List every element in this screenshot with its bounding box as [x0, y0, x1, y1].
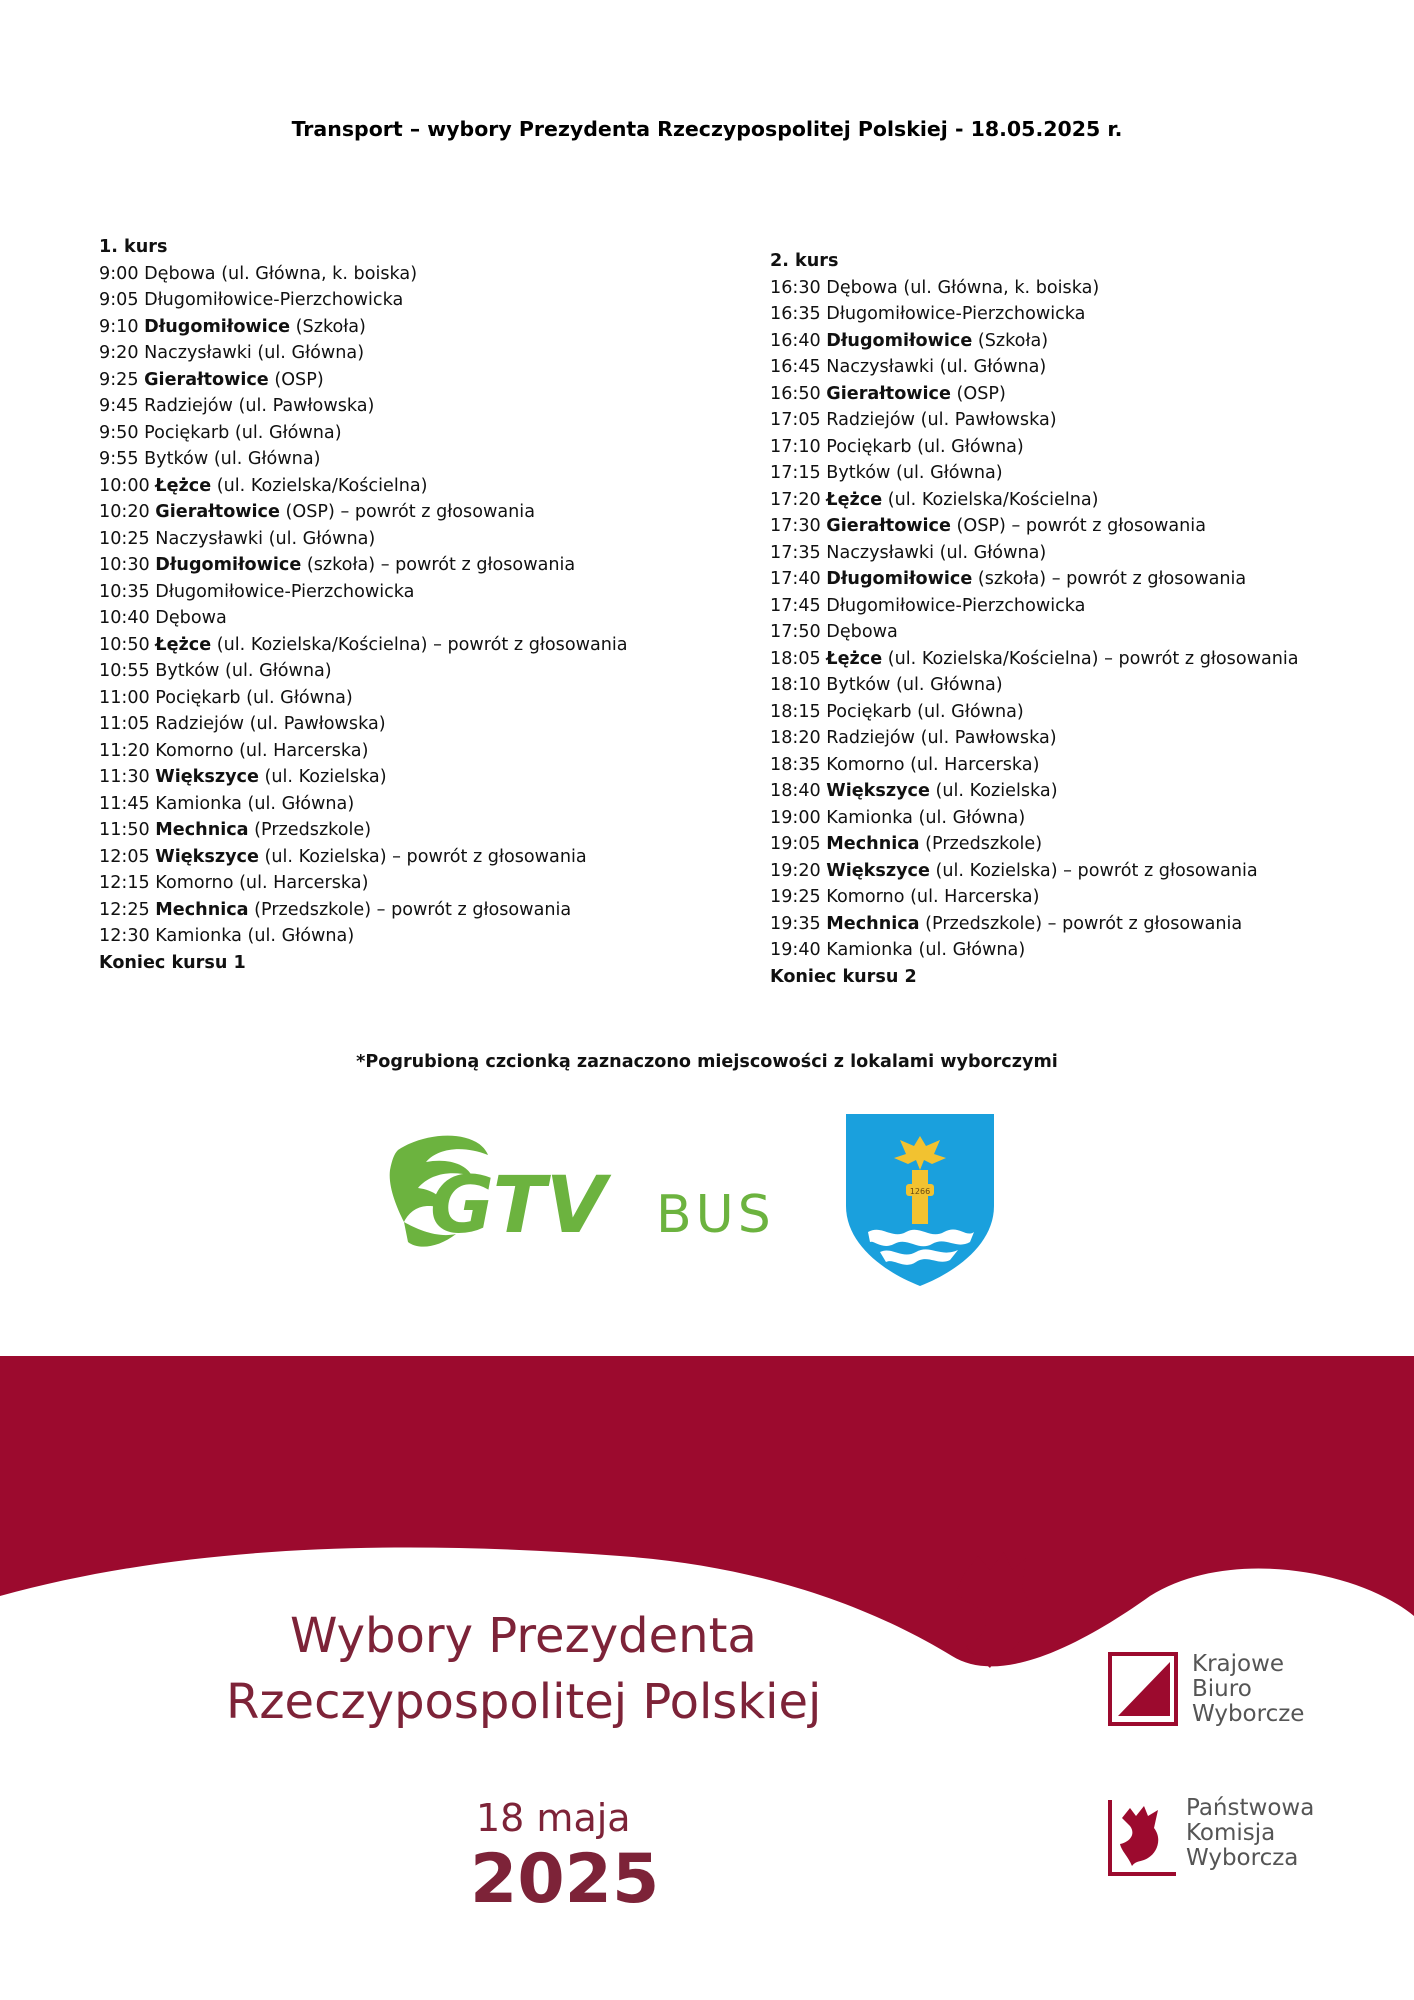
stop-detail: (ul. Harcerska) — [910, 887, 1040, 907]
schedule-row — [770, 672, 1410, 699]
schedule-row — [99, 499, 719, 526]
schedule-row — [770, 354, 1410, 381]
stop-time: 9:10 — [99, 316, 139, 337]
stop-detail: (ul. Główna, k. boiska) — [903, 277, 1100, 298]
stop-time: 9:45 — [99, 396, 139, 416]
stop-time: 16:40 — [770, 330, 821, 351]
polling-place-name: Gierałtowice — [826, 383, 951, 404]
stop-place: Kamionka — [155, 926, 242, 946]
schedule-row — [99, 605, 719, 632]
stop-place: Długomiłowice-Pierzchowicka — [826, 304, 1086, 324]
stop-time: 18:40 — [770, 781, 821, 801]
schedule-row — [99, 526, 719, 553]
stop-time: 9:25 — [99, 369, 139, 390]
polling-place-name: Większyce — [826, 781, 930, 801]
stop-place: Pociękarb — [144, 422, 230, 443]
bold-font-footnote: *Pogrubioną czcionką zaznaczono miejscowości z lokalami wyborczymi — [356, 1052, 1058, 1072]
stop-detail: (Przedszkole) — [254, 820, 372, 840]
stop-place: Radziejów — [144, 396, 233, 416]
schedule-row — [770, 540, 1410, 567]
stop-detail: (Szkoła) — [977, 330, 1049, 351]
stop-detail: (ul. Główna) — [896, 463, 1003, 483]
stop-detail: (ul. Główna) — [247, 793, 355, 814]
stop-place: Naczysławki — [826, 542, 934, 563]
stop-time: 16:35 — [770, 304, 821, 324]
kbw-line-3: Wyborcze — [1192, 1701, 1305, 1727]
schedule-row — [99, 791, 719, 818]
stop-time: 11:20 — [99, 740, 150, 761]
schedule-row — [770, 566, 1410, 593]
schedule-row — [770, 275, 1410, 302]
stop-time: 11:00 — [99, 687, 150, 708]
course-2-end: Koniec kursu 2 — [770, 966, 917, 987]
stop-time: 19:00 — [770, 807, 821, 828]
stop-detail: (Szkoła) — [295, 316, 366, 337]
stop-time: 17:05 — [770, 410, 821, 430]
schedule-row — [99, 420, 719, 447]
stop-detail: (ul. Harcerska) — [239, 740, 369, 761]
banner-title-line-2: Rzeczypospolitej Polskiej — [226, 1674, 822, 1730]
stop-detail: (Przedszkole) – powrót z głosowania — [925, 913, 1243, 934]
stop-detail: (Przedszkole) – powrót z głosowania — [254, 899, 572, 920]
schedule-row — [770, 646, 1410, 673]
course-2-stop-list — [770, 275, 1410, 964]
stop-time: 10:30 — [99, 555, 150, 575]
schedule-row — [99, 287, 719, 314]
schedule-row — [99, 685, 719, 712]
stop-time: 9:50 — [99, 422, 139, 443]
stop-detail: (szkoła) – powrót z głosowania — [977, 569, 1247, 589]
stop-time: 10:35 — [99, 581, 150, 602]
stop-time: 17:20 — [770, 489, 821, 510]
stop-time: 19:20 — [770, 860, 821, 881]
gtv-bus-logo — [368, 1130, 788, 1260]
stop-place: Kamionka — [826, 807, 913, 828]
stop-place: Komorno — [826, 887, 905, 907]
schedule-row — [770, 725, 1410, 752]
stop-detail: (ul. Pawłowska) — [249, 714, 386, 734]
stop-detail: (ul. Kozielska/Kościelna) – powrót z głosowania — [216, 634, 628, 655]
bus-wordmark: BUS — [656, 1185, 775, 1245]
stop-time: 10:20 — [99, 502, 150, 522]
schedule-row — [99, 658, 719, 685]
schedule-row — [770, 301, 1410, 328]
document-title: Transport – wybory Prezydenta Rzeczypospolitej Polskiej - 18.05.2025 r. — [291, 117, 1123, 141]
schedule-row — [770, 805, 1410, 832]
polling-place-name: Gierałtowice — [144, 369, 269, 390]
stop-time: 10:50 — [99, 634, 150, 655]
stop-time: 18:35 — [770, 754, 821, 775]
schedule-row — [770, 487, 1410, 514]
stop-detail: (ul. Harcerska) — [910, 754, 1040, 775]
stop-detail: (ul. Pawłowska) — [920, 728, 1057, 748]
polling-place-name: Łężce — [155, 475, 212, 496]
stop-time: 16:30 — [770, 277, 821, 298]
stop-place: Bytków — [826, 463, 891, 483]
schedule-row — [770, 619, 1410, 646]
stop-place: Naczysławki — [144, 343, 252, 363]
stop-detail: (ul. Kozielska) — [935, 781, 1058, 801]
polling-place-name: Mechnica — [155, 899, 249, 920]
stop-detail: (ul. Główna) — [918, 807, 1026, 828]
stop-time: 17:50 — [770, 622, 821, 642]
crest-year: 1266 — [909, 1187, 931, 1196]
stop-time: 9:20 — [99, 343, 139, 363]
stop-time: 10:55 — [99, 661, 150, 681]
schedule-row — [770, 911, 1410, 938]
stop-detail: (ul. Kozielska) — [264, 767, 387, 787]
pkw-line-3: Wyborcza — [1186, 1845, 1299, 1871]
polling-place-name: Długomiłowice — [144, 316, 291, 337]
stop-time: 9:05 — [99, 290, 139, 310]
stop-place: Komorno — [826, 754, 905, 775]
stop-time: 18:10 — [770, 675, 821, 695]
schedule-row — [770, 328, 1410, 355]
stop-place: Dębowa — [826, 277, 898, 298]
stop-detail: (ul. Główna) — [939, 357, 1047, 377]
schedule-row — [99, 393, 719, 420]
polling-place-name: Większyce — [155, 846, 259, 867]
stop-place: Bytków — [144, 449, 209, 469]
stop-time: 19:05 — [770, 834, 821, 854]
stop-time: 12:05 — [99, 846, 150, 867]
course-1-end: Koniec kursu 1 — [99, 952, 246, 973]
stop-time: 11:50 — [99, 820, 150, 840]
stop-time: 19:25 — [770, 887, 821, 907]
schedule-row — [770, 858, 1410, 885]
stop-detail: (OSP) — [274, 369, 324, 390]
municipal-crest — [846, 1114, 994, 1286]
stop-detail: (ul. Główna) — [257, 343, 365, 363]
schedule-row — [99, 473, 719, 500]
stop-time: 11:45 — [99, 793, 150, 814]
stop-detail: (ul. Pawłowska) — [238, 396, 375, 416]
stop-place: Komorno — [155, 873, 234, 893]
schedule-row — [99, 844, 719, 871]
schedule-row — [770, 699, 1410, 726]
stop-detail: (ul. Główna) — [234, 422, 342, 443]
schedule-row — [99, 367, 719, 394]
schedule-row — [99, 897, 719, 924]
polling-place-name: Mechnica — [155, 820, 249, 840]
stop-time: 18:15 — [770, 701, 821, 722]
stop-place: Długomiłowice-Pierzchowicka — [155, 581, 415, 602]
stop-place: Radziejów — [826, 728, 916, 748]
stop-detail: (OSP) – powrót z głosowania — [956, 516, 1206, 536]
schedule-row — [99, 314, 719, 341]
stop-place: Naczysławki — [826, 357, 934, 377]
stop-place: Pociękarb — [826, 436, 912, 457]
gtv-wordmark: GTV — [430, 1161, 607, 1251]
kbw-label — [1192, 1652, 1304, 1727]
stop-detail: (ul. Kozielska) – powrót z głosowania — [935, 860, 1258, 881]
stop-place: Bytków — [826, 675, 891, 695]
stop-place: Długomiłowice-Pierzchowicka — [826, 595, 1086, 616]
schedule-row — [770, 937, 1410, 964]
stop-place: Długomiłowice-Pierzchowicka — [144, 290, 404, 310]
stop-time: 17:45 — [770, 595, 821, 616]
course-1-heading: 1. kurs — [99, 237, 168, 257]
stop-time: 12:30 — [99, 926, 150, 946]
stop-detail: (ul. Kozielska/Kościelna) — [216, 475, 428, 496]
stop-time: 17:35 — [770, 542, 821, 563]
polling-place-name: Długomiłowice — [826, 330, 973, 351]
stop-time: 12:15 — [99, 873, 150, 893]
polling-place-name: Gierałtowice — [826, 516, 951, 536]
kbw-line-1: Krajowe — [1192, 1651, 1285, 1677]
stop-detail: (ul. Kozielska) – powrót z głosowania — [264, 846, 587, 867]
stop-place: Radziejów — [826, 410, 916, 430]
stop-time: 17:30 — [770, 516, 821, 536]
stop-detail: (ul. Główna) — [918, 940, 1026, 960]
kbw-logo-icon — [1108, 1652, 1178, 1726]
stop-place: Komorno — [155, 740, 234, 761]
polling-place-name: Długomiłowice — [155, 555, 302, 575]
schedule-row — [99, 817, 719, 844]
stop-place: Pociękarb — [826, 701, 912, 722]
stop-detail: (ul. Główna) — [225, 661, 332, 681]
schedule-row — [99, 552, 719, 579]
stop-time: 19:40 — [770, 940, 821, 960]
banner-year: 2025 — [470, 1840, 660, 1919]
schedule-row — [770, 407, 1410, 434]
stop-time: 11:05 — [99, 714, 150, 734]
stop-detail: (ul. Główna) — [939, 542, 1047, 563]
crest-column — [909, 1170, 931, 1224]
stop-time: 10:00 — [99, 475, 150, 496]
stop-time: 10:25 — [99, 528, 150, 549]
stop-time: 17:10 — [770, 436, 821, 457]
schedule-row — [770, 778, 1410, 805]
stop-detail: (OSP) – powrót z głosowania — [285, 502, 535, 522]
stop-detail: (ul. Główna) — [917, 436, 1024, 457]
stop-place: Naczysławki — [155, 528, 263, 549]
course-1-stop-list — [99, 261, 719, 950]
stop-time: 18:05 — [770, 648, 821, 669]
course-2-heading: 2. kurs — [770, 251, 839, 271]
stop-detail: (ul. Pawłowska) — [920, 410, 1057, 430]
stop-place: Kamionka — [826, 940, 913, 960]
schedule-row — [99, 764, 719, 791]
course-1-column — [99, 234, 719, 976]
stop-time: 19:35 — [770, 913, 821, 934]
schedule-row — [99, 340, 719, 367]
stop-time: 11:30 — [99, 767, 150, 787]
schedule-row — [99, 579, 719, 606]
stop-place: Bytków — [155, 661, 220, 681]
schedule-row — [770, 381, 1410, 408]
stop-detail: (ul. Kozielska/Kościelna) — [887, 489, 1099, 510]
stop-detail: (ul. Główna, k. boiska) — [221, 263, 418, 284]
kbw-line-2: Biuro — [1192, 1676, 1252, 1702]
polling-place-name: Mechnica — [826, 834, 920, 854]
stop-time: 17:15 — [770, 463, 821, 483]
schedule-row — [99, 711, 719, 738]
schedule-row — [770, 513, 1410, 540]
stop-detail: (ul. Główna) — [896, 675, 1003, 695]
stop-place: Dębowa — [155, 608, 227, 628]
stop-time: 10:40 — [99, 608, 150, 628]
polling-place-name: Większyce — [155, 767, 259, 787]
stop-time: 16:50 — [770, 383, 821, 404]
stop-detail: (ul. Główna) — [247, 926, 355, 946]
course-2-column — [770, 248, 1410, 990]
schedule-row — [99, 923, 719, 950]
pkw-line-2: Komisja — [1186, 1820, 1276, 1846]
stop-time: 17:40 — [770, 569, 821, 589]
stop-detail: (ul. Kozielska/Kościelna) – powrót z głosowania — [887, 648, 1299, 669]
stop-time: 18:20 — [770, 728, 821, 748]
stop-detail: (ul. Główna) — [213, 449, 321, 469]
polling-place-name: Większyce — [826, 860, 930, 881]
stop-place: Dębowa — [826, 622, 898, 642]
schedule-row — [770, 752, 1410, 779]
stop-place: Radziejów — [155, 714, 245, 734]
stop-detail: (ul. Harcerska) — [239, 873, 369, 893]
stop-detail: (ul. Główna) — [917, 701, 1024, 722]
polling-place-name: Łężce — [155, 634, 212, 655]
banner-date: 18 maja — [476, 1796, 631, 1840]
schedule-row — [99, 261, 719, 288]
stop-detail: (szkoła) – powrót z głosowania — [306, 555, 576, 575]
schedule-row — [99, 632, 719, 659]
pkw-line-1: Państwowa — [1186, 1795, 1315, 1821]
stop-place: Kamionka — [155, 793, 242, 814]
polling-place-name: Mechnica — [826, 913, 920, 934]
polling-place-name: Gierałtowice — [155, 502, 280, 522]
stop-detail: (ul. Główna) — [268, 528, 376, 549]
pkw-logo-icon — [1108, 1798, 1178, 1876]
schedule-row — [99, 446, 719, 473]
stop-time: 16:45 — [770, 357, 821, 377]
schedule-row — [770, 884, 1410, 911]
stop-time: 9:00 — [99, 263, 139, 284]
schedule-row — [770, 831, 1410, 858]
polling-place-name: Łężce — [826, 489, 883, 510]
stop-place: Dębowa — [144, 263, 216, 284]
schedule-row — [770, 434, 1410, 461]
polling-place-name: Łężce — [826, 648, 883, 669]
schedule-row — [99, 738, 719, 765]
schedule-row — [770, 460, 1410, 487]
stop-time: 12:25 — [99, 899, 150, 920]
pkw-label — [1186, 1796, 1314, 1871]
stop-detail: (ul. Główna) — [246, 687, 353, 708]
stop-detail: (OSP) — [956, 383, 1006, 404]
schedule-row — [99, 870, 719, 897]
polling-place-name: Długomiłowice — [826, 569, 973, 589]
banner-title-line-1: Wybory Prezydenta — [290, 1608, 757, 1664]
schedule-row — [770, 593, 1410, 620]
stop-place: Pociękarb — [155, 687, 241, 708]
stop-detail: (Przedszkole) — [925, 834, 1043, 854]
stop-time: 9:55 — [99, 449, 139, 469]
